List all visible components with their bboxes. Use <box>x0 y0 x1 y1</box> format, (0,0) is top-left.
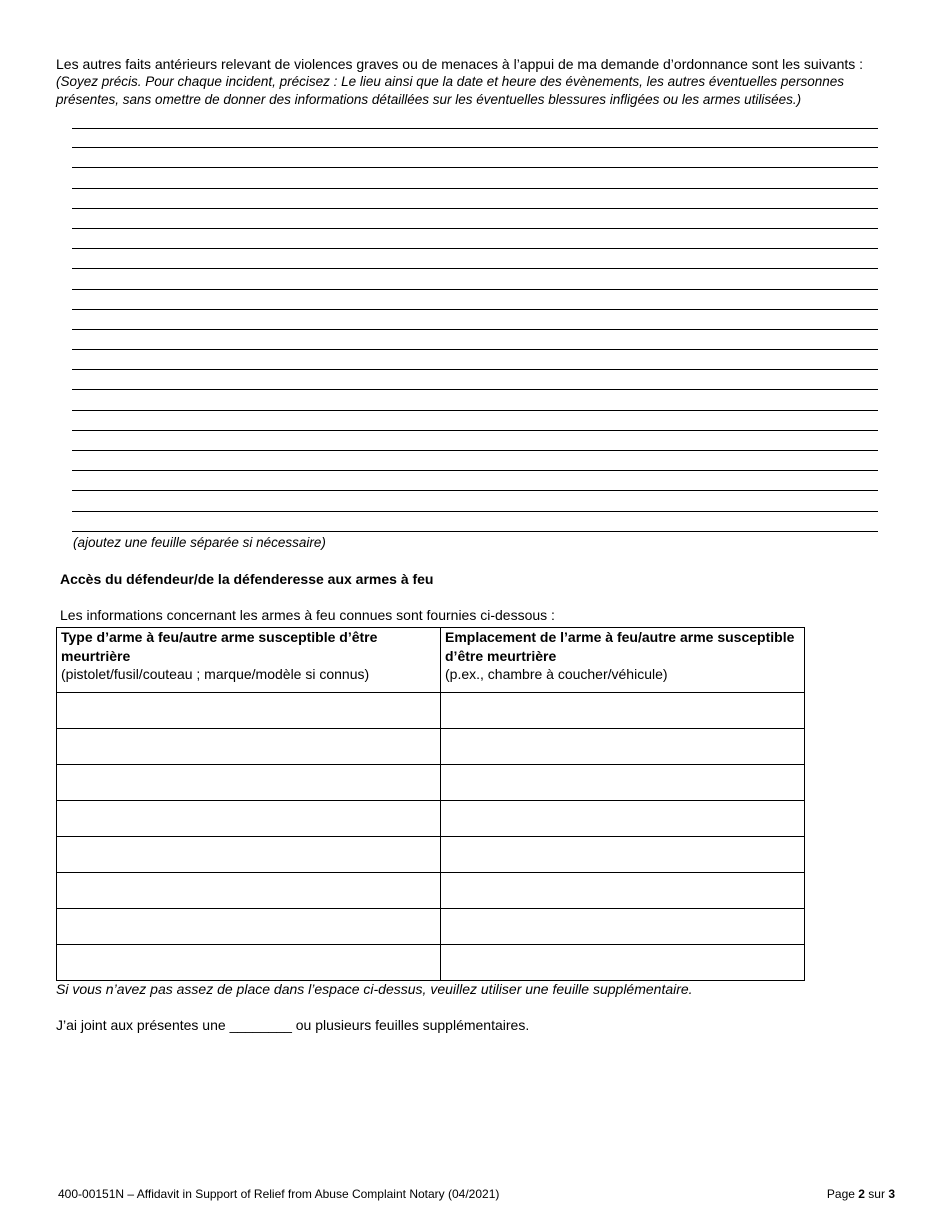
weapon-location-hint: (p.ex., chambre à coucher/véhicule) <box>445 666 668 682</box>
weapon-type-cell[interactable] <box>57 837 441 873</box>
weapon-location-cell[interactable] <box>441 945 805 981</box>
writing-line[interactable] <box>72 451 878 471</box>
writing-line[interactable] <box>72 229 878 249</box>
page-number: 2 <box>858 1187 865 1201</box>
page-prefix: Page <box>826 1187 855 1201</box>
writing-line[interactable] <box>72 491 878 511</box>
intro-block <box>56 55 906 109</box>
weapon-location-cell[interactable] <box>441 837 805 873</box>
page-mid: sur <box>868 1187 885 1201</box>
weapon-location-cell[interactable] <box>441 909 805 945</box>
table-row <box>57 837 805 873</box>
weapon-type-cell[interactable] <box>57 873 441 909</box>
table-row <box>57 801 805 837</box>
writing-line[interactable] <box>72 350 878 370</box>
weapon-type-title: Type d’arme à feu/autre arme susceptible d’être meurtrière <box>61 629 378 664</box>
weapon-location-header <box>441 628 805 693</box>
table-row <box>57 729 805 765</box>
weapon-type-cell[interactable] <box>57 909 441 945</box>
writing-line[interactable] <box>72 330 878 350</box>
page-total: 3 <box>888 1187 895 1201</box>
writing-line[interactable] <box>72 512 878 532</box>
writing-line[interactable] <box>72 148 878 168</box>
form-id: 400-00151N – Affidavit in Support of Relief from Abuse Complaint Notary (04/2021) <box>58 1187 500 1201</box>
weapon-type-header <box>57 628 441 693</box>
writing-lines[interactable] <box>72 128 878 532</box>
writing-line[interactable] <box>72 310 878 330</box>
weapon-type-cell[interactable] <box>57 765 441 801</box>
weapon-location-title: Emplacement de l’arme à feu/autre arme susceptible d’être meurtrière <box>445 629 795 664</box>
writing-line[interactable] <box>72 209 878 229</box>
overflow-note: Si vous n’avez pas assez de place dans l’espace ci-dessus, veuillez utiliser une feuille supplémentaire. <box>56 981 693 997</box>
weapon-location-cell[interactable] <box>441 729 805 765</box>
table-row <box>57 873 805 909</box>
attachments-statement <box>56 1017 529 1033</box>
intro-instructions: (Soyez précis. Pour chaque incident, précisez : Le lieu ainsi que la date et heure des évènements, les autres éventuelles personnes présentes, sans omettre de donner des informations détaillées sur les éventuelles blessures infligées ou les armes utilisées.) <box>56 74 844 107</box>
writing-line[interactable] <box>72 249 878 269</box>
writing-line[interactable] <box>72 290 878 310</box>
weapon-location-cell[interactable] <box>441 801 805 837</box>
writing-line[interactable] <box>72 390 878 410</box>
table-row <box>57 765 805 801</box>
weapon-type-hint: (pistolet/fusil/couteau ; marque/modèle si connus) <box>61 666 370 682</box>
firearms-table <box>56 627 805 981</box>
firearms-intro: Les informations concernant les armes à feu connues sont fournies ci-dessous : <box>60 607 555 623</box>
table-row <box>57 909 805 945</box>
weapon-type-cell[interactable] <box>57 693 441 729</box>
weapon-location-cell[interactable] <box>441 873 805 909</box>
writing-line[interactable] <box>72 128 878 148</box>
weapon-location-cell[interactable] <box>441 765 805 801</box>
attachments-after: ou plusieurs feuilles supplémentaires. <box>295 1017 530 1033</box>
writing-line[interactable] <box>72 168 878 188</box>
firearms-heading: Accès du défendeur/de la défenderesse aux armes à feu <box>60 571 434 587</box>
writing-line[interactable] <box>72 431 878 451</box>
writing-line[interactable] <box>72 189 878 209</box>
attachments-before: J’ai joint aux présentes une <box>56 1017 226 1033</box>
weapon-type-cell[interactable] <box>57 945 441 981</box>
writing-line[interactable] <box>72 471 878 491</box>
weapon-type-cell[interactable] <box>57 801 441 837</box>
writing-line[interactable] <box>72 269 878 289</box>
table-row <box>57 945 805 981</box>
page-indicator <box>827 1187 895 1201</box>
separate-sheet-note: (ajoutez une feuille séparée si nécessaire) <box>73 535 326 550</box>
table-row <box>57 693 805 729</box>
firearms-table-header <box>57 628 805 693</box>
attachments-count-blank[interactable]: ________ <box>229 1017 292 1033</box>
intro-statement: Les autres faits antérieurs relevant de violences graves ou de menaces à l’appui de ma demande d’ordonnance sont les suivants : <box>56 56 864 72</box>
writing-line[interactable] <box>72 370 878 390</box>
weapon-location-cell[interactable] <box>441 693 805 729</box>
writing-line[interactable] <box>72 411 878 431</box>
weapon-type-cell[interactable] <box>57 729 441 765</box>
